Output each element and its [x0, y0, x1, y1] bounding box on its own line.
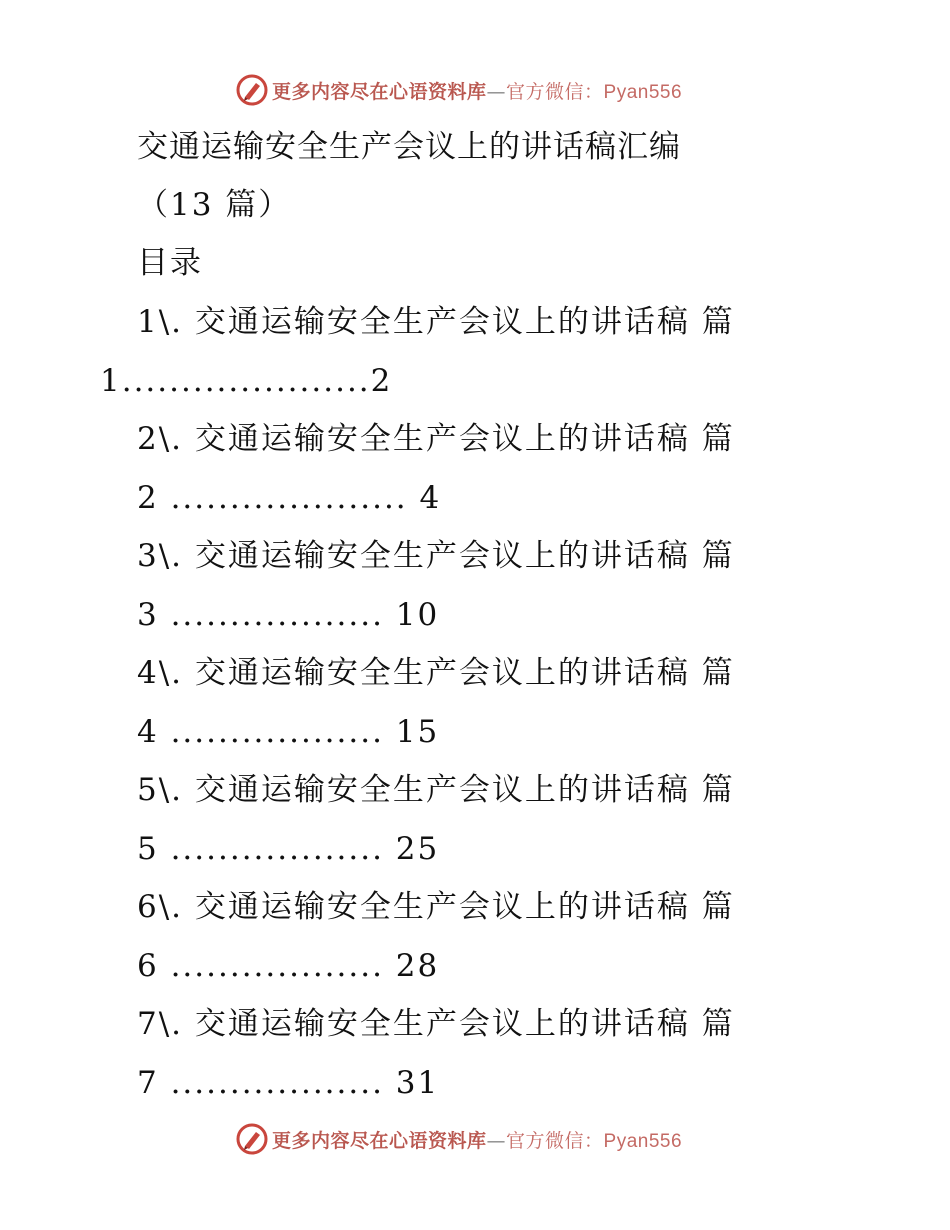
toc-entry-5-page[interactable]: 5 .................. 25	[137, 831, 440, 867]
toc-entry-3-page[interactable]: 3 .................. 10	[137, 597, 440, 633]
document-title: 交通运输安全生产会议上的讲话稿汇编	[137, 129, 681, 165]
toc-entry-3-title[interactable]: 3\. 交通运输安全生产会议上的讲话稿 篇	[137, 538, 735, 574]
toc-heading: 目录	[137, 245, 203, 281]
toc-entry-4-page[interactable]: 4 .................. 15	[137, 714, 440, 750]
watermark-separator: —	[486, 1129, 507, 1152]
toc-entry-6-page[interactable]: 6 .................. 28	[137, 948, 440, 984]
toc-entry-6-title[interactable]: 6\. 交通运输安全生产会议上的讲话稿 篇	[137, 889, 735, 925]
watermark-text	[272, 77, 682, 104]
toc-entry-2-title[interactable]: 2\. 交通运输安全生产会议上的讲话稿 篇	[137, 421, 735, 457]
footer-watermark	[236, 1119, 682, 1159]
toc-entry-2-page[interactable]: 2 .................... 4	[137, 480, 442, 516]
watermark-official: 官方微信：	[506, 1129, 604, 1152]
toc-entry-7-page[interactable]: 7 .................. 31	[137, 1065, 440, 1101]
toc-entry-4-title[interactable]: 4\. 交通运输安全生产会议上的讲话稿 篇	[137, 655, 735, 691]
watermark-separator: —	[486, 80, 507, 103]
toc-entry-5-title[interactable]: 5\. 交通运输安全生产会议上的讲话稿 篇	[137, 772, 735, 808]
pen-logo-icon	[236, 1123, 268, 1155]
document-title-count: （13 篇）	[137, 187, 292, 223]
watermark-main: 更多内容尽在心语资料库	[272, 80, 487, 103]
watermark-main: 更多内容尽在心语资料库	[272, 1129, 487, 1152]
toc-entry-1-page[interactable]: 1.....................2	[100, 363, 393, 399]
header-watermark	[236, 70, 682, 110]
toc-entry-7-title[interactable]: 7\. 交通运输安全生产会议上的讲话稿 篇	[137, 1006, 735, 1042]
watermark-text	[272, 1126, 682, 1153]
watermark-id: Pyan556	[603, 81, 683, 103]
watermark-official: 官方微信：	[506, 80, 604, 103]
watermark-id: Pyan556	[603, 1130, 683, 1152]
toc-entry-1-title[interactable]: 1\. 交通运输安全生产会议上的讲话稿 篇	[137, 304, 735, 340]
pen-logo-icon	[236, 74, 268, 106]
